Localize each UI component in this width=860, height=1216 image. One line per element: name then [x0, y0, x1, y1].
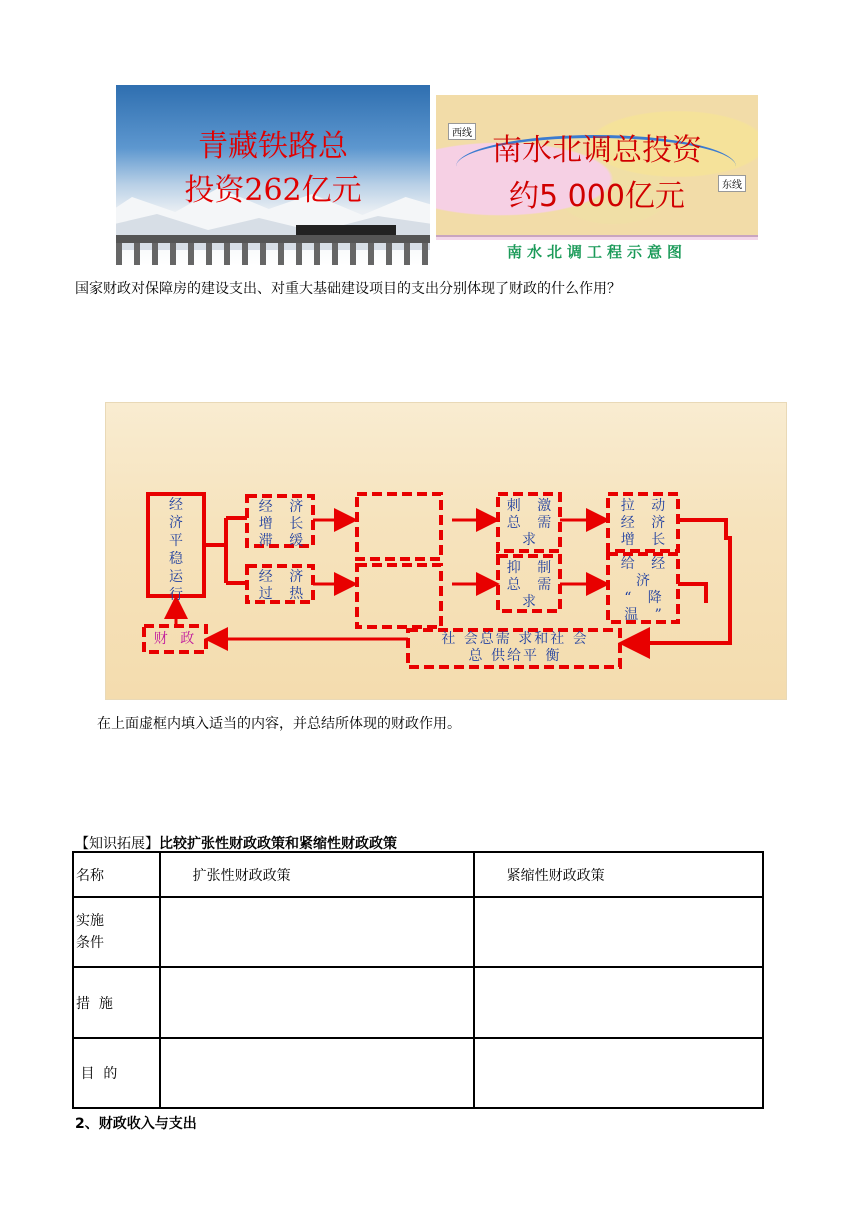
line: 刺 激	[506, 498, 558, 514]
char: 运	[169, 569, 183, 585]
row-label-purpose: 目 的	[73, 1038, 160, 1108]
railway-caption-line2: 投资262亿元	[184, 173, 362, 208]
map-title: 南水北调工程示意图	[436, 240, 758, 265]
question-text: 国家财政对保障房的建设支出、对重大基础建设项目的支出分别体现了财政的什么作用？	[75, 281, 621, 297]
section-heading: 2、财政收入与支出	[75, 1116, 197, 1132]
knowledge-title: 比较扩张性财政政策和紧缩性财政政策	[159, 836, 397, 852]
railway-photo	[116, 85, 430, 265]
cell-contractionary-conditions[interactable]	[474, 897, 763, 967]
line: 增 长	[258, 516, 310, 532]
suppress-label	[502, 560, 562, 611]
line: 给 经	[620, 556, 672, 572]
line: 拉 动	[620, 498, 672, 514]
cell-contractionary-measures[interactable]	[474, 967, 763, 1038]
train-shape	[296, 225, 396, 235]
line: 济	[636, 573, 656, 589]
char: 行	[169, 587, 183, 603]
line: 求	[522, 594, 542, 610]
east-line-tag: 东线	[718, 175, 746, 192]
char: 济	[169, 515, 183, 531]
line: 滞 缓	[258, 533, 310, 549]
balance-label	[412, 631, 618, 665]
cool-label	[612, 556, 680, 624]
line: 总 需	[506, 515, 558, 531]
stable-economy-label	[166, 496, 186, 604]
cell-expansionary-purpose[interactable]	[160, 1038, 474, 1108]
line: “ 降	[624, 590, 668, 606]
line: 过 热	[258, 586, 310, 602]
boost-label	[612, 498, 680, 549]
blank-box-upper	[357, 494, 441, 559]
line: 经 济	[258, 499, 310, 515]
header-contractionary: 紧缩性财政政策	[474, 852, 763, 897]
finance-label: 财 政	[153, 631, 199, 647]
cell-contractionary-purpose[interactable]	[474, 1038, 763, 1108]
line: 总 需	[506, 577, 558, 593]
policy-comparison-table	[72, 851, 764, 1109]
railway-caption-line1: 青藏铁路总	[198, 129, 348, 164]
header-expansionary: 扩张性财政政策	[160, 852, 474, 897]
line: 社 会总需 求和社 会	[441, 631, 589, 647]
water-transfer-map	[436, 95, 758, 265]
bridge-deck	[116, 235, 430, 243]
cell-expansionary-conditions[interactable]	[160, 897, 474, 967]
line: 温 ”	[624, 607, 668, 623]
line: 总 供给平 衡	[468, 648, 562, 664]
line: 经 济	[620, 515, 672, 531]
instruction-text: 在上面虚框内填入适当的内容，并总结所体现的财政作用。	[97, 716, 461, 732]
line: 求	[522, 532, 542, 548]
overheating-label	[252, 569, 316, 603]
char: 稳	[169, 551, 183, 567]
line: 增 长	[620, 532, 672, 548]
row-label-measures: 措 施	[73, 967, 160, 1038]
char: 平	[169, 533, 183, 549]
row-label-conditions: 实施 条件	[73, 897, 160, 967]
table-row	[73, 1038, 763, 1108]
cell-expansionary-measures[interactable]	[160, 967, 474, 1038]
header-name: 名称	[73, 852, 160, 897]
table-header-row	[73, 852, 763, 897]
fiscal-flow-diagram	[105, 402, 787, 700]
west-line-tag: 西线	[448, 123, 476, 140]
bridge-pillars	[116, 243, 430, 265]
knowledge-heading	[75, 833, 397, 853]
stimulate-label	[502, 498, 562, 549]
stagnation-label	[252, 499, 316, 550]
map-caption-line1: 南水北调总投资	[492, 133, 702, 168]
table-row	[73, 967, 763, 1038]
knowledge-bracket: 【知识拓展】	[75, 836, 159, 852]
line: 经 济	[258, 569, 310, 585]
line: 抑 制	[506, 560, 558, 576]
map-caption-line2: 约5 000亿元	[509, 179, 685, 214]
table-row	[73, 897, 763, 967]
blank-box-lower	[357, 565, 441, 627]
char: 经	[169, 497, 183, 513]
